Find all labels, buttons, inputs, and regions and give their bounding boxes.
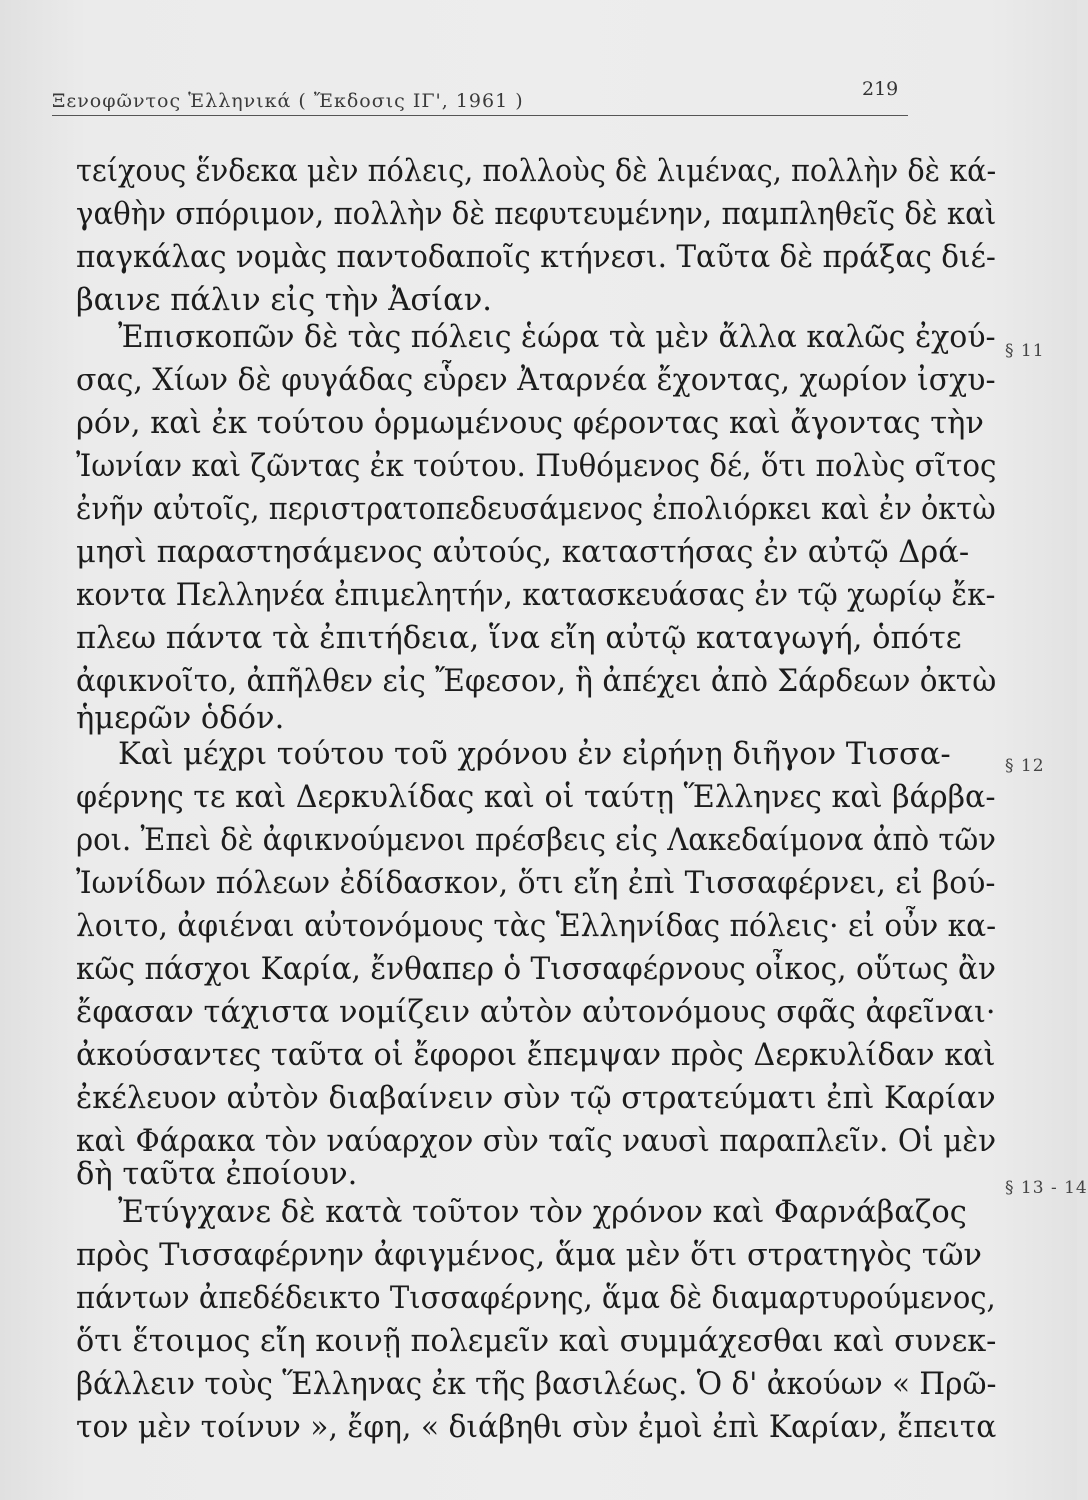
text-line: πρὸς Τισσαφέρνην ἀφιγμένος, ἅμα μὲν ὅτι στρατηγὸς τῶν: [76, 1238, 982, 1273]
text-line: κοντα Πελληνέα ἐπιμελητήν, κατασκευάσας ἐν τῷ χωρίῳ ἔκ-: [76, 578, 996, 613]
text-line: καὶ Φάρακα τὸν ναύαρχον σὺν ταῖς ναυσὶ παραπλεῖν. Οἱ μὲν: [76, 1124, 997, 1159]
text-line: Ἐτύγχανε δὲ κατὰ τοῦτον τὸν χρόνον καὶ Φαρνάβαζος: [118, 1195, 967, 1230]
text-line: τείχους ἕνδεκα μὲν πόλεις, πολλοὺς δὲ λιμένας, πολλὴν δὲ κά-: [76, 154, 997, 189]
text-line: βαινε πάλιν εἰς τὴν Ἀσίαν.: [76, 283, 492, 318]
text-line: μησὶ παραστησάμενος αὐτούς, καταστήσας ἐν αὐτῷ Δρά-: [76, 535, 970, 570]
text-line: Ἰωνίδων πόλεων ἐδίδασκον, ὅτι εἴη ἐπὶ Τισσαφέρνει, εἰ βού-: [76, 866, 996, 901]
section-mark: § 12: [1005, 756, 1045, 776]
section-mark: § 11: [1005, 341, 1045, 361]
header-rule: [52, 115, 908, 116]
text-line: φέρνης τε καὶ Δερκυλίδας καὶ οἱ ταύτῃ Ἕλληνες καὶ βάρβα-: [76, 780, 996, 815]
text-line: σας, Χίων δὲ φυγάδας εὗρεν Ἀταρνέα ἔχοντας, χωρίον ἰσχυ-: [76, 363, 996, 398]
text-line: τον μὲν τοίνυν », ἔφη, « διάβηθι σὺν ἐμοὶ ἐπὶ Καρίαν, ἔπειτα: [76, 1410, 997, 1445]
text-line: Καὶ μέχρι τούτου τοῦ χρόνου ἐν εἰρήνῃ διῆγον Τισσα-: [118, 737, 951, 772]
text-line: κῶς πάσχοι Καρία, ἔνθαπερ ὁ Τισσαφέρνους οἶκος, οὕτως ἂν: [76, 952, 996, 987]
page-number: 219: [862, 78, 899, 100]
text-line: ἡμερῶν ὁδόν.: [76, 701, 285, 736]
text-line: πλεω πάντα τὰ ἐπιτήδεια, ἵνα εἴη αὐτῷ καταγωγή, ὁπότε: [76, 621, 962, 656]
text-line: γαθὴν σπόριμον, πολλὴν δὲ πεφυτευμένην, παμπληθεῖς δὲ καὶ: [76, 197, 997, 232]
text-line: ροι. Ἐπεὶ δὲ ἀφικνούμενοι πρέσβεις εἰς Λακεδαίμονα ἀπὸ τῶν: [76, 823, 996, 858]
text-line: παγκάλας νομὰς παντοδαποῖς κτήνεσι. Ταῦτα δὲ πράξας διέ-: [76, 240, 996, 275]
section-mark: § 13 - 14: [1005, 1178, 1088, 1198]
text-line: ρόν, καὶ ἐκ τούτου ὁρμωμένους φέροντας καὶ ἄγοντας τὴν: [76, 406, 984, 441]
text-line: λοιτο, ἀφιέναι αὐτονόμους τὰς Ἑλληνίδας πόλεις· εἰ οὖν κα-: [76, 909, 997, 944]
text-line: βάλλειν τοὺς Ἕλληνας ἐκ τῆς βασιλέως. Ὁ δ' ἀκούων « Πρῶ-: [76, 1367, 997, 1402]
text-line: ἐκέλευον αὐτὸν διαβαίνειν σὺν τῷ στρατεύματι ἐπὶ Καρίαν: [76, 1081, 996, 1116]
text-line: Ἐπισκοπῶν δὲ τὰς πόλεις ἑώρα τὰ μὲν ἄλλα καλῶς ἐχού-: [118, 320, 996, 355]
text-line: ἐνῆν αὐτοῖς, περιστρατοπεδευσάμενος ἐπολιόρκει καὶ ἐν ὀκτὼ: [76, 492, 996, 527]
running-head: Ξενοφῶντος Ἑλληνικά ( Ἔκδοσις ΙΓ', 1961 ): [52, 90, 524, 112]
text-line: πάντων ἀπεδέδεικτο Τισσαφέρνης, ἅμα δὲ διαμαρτυρούμενος,: [76, 1281, 996, 1316]
text-line: Ἰωνίαν καὶ ζῶντας ἐκ τούτου. Πυθόμενος δέ, ὅτι πολὺς σῖτος: [76, 449, 997, 484]
text-line: ἀκούσαντες ταῦτα οἱ ἔφοροι ἔπεμψαν πρὸς Δερκυλίδαν καὶ: [76, 1038, 996, 1073]
text-line: ὅτι ἕτοιμος εἴη κοινῇ πολεμεῖν καὶ συμμάχεσθαι καὶ συνεκ-: [76, 1324, 997, 1359]
text-line: δὴ ταῦτα ἐποίουν.: [76, 1157, 358, 1192]
text-line: ἀφικνοῖτο, ἀπῆλθεν εἰς Ἔφεσον, ἣ ἀπέχει ἀπὸ Σάρδεων ὀκτὼ: [76, 664, 997, 699]
text-line: ἔφασαν τάχιστα νομίζειν αὐτὸν αὐτονόμους σφᾶς ἀφεῖναι·: [76, 995, 996, 1030]
